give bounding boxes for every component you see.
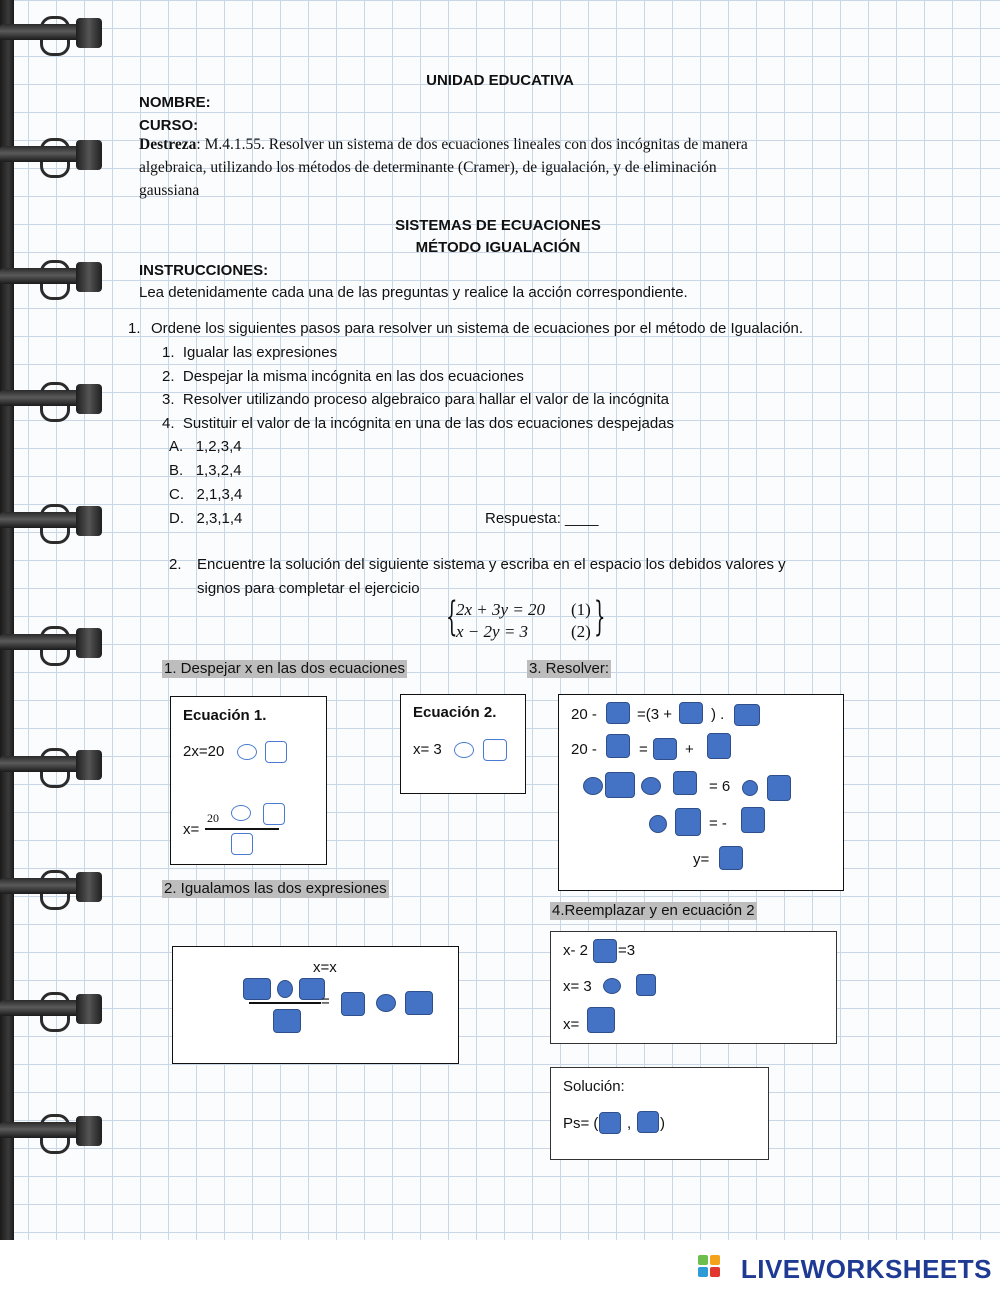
value-blank[interactable] [405, 991, 433, 1015]
value-blank[interactable] [653, 738, 677, 760]
resolve-text: + [685, 741, 694, 758]
destreza-line-3: gaussiana [139, 182, 200, 199]
q1-text: Ordene los siguientes pasos para resolver un sistema de ecuaciones por el método de Igualación. [151, 320, 804, 337]
value-blank[interactable] [741, 807, 765, 833]
resolve-box [558, 694, 844, 891]
value-blank[interactable] [273, 1009, 301, 1033]
right-brace: } [594, 594, 606, 640]
sign-blank[interactable] [454, 742, 474, 758]
spiral-ring [0, 1112, 104, 1152]
sign-blank[interactable] [376, 994, 396, 1012]
solution-box [550, 1067, 769, 1160]
resolve-text: = [639, 741, 648, 758]
footer-bar [0, 1240, 1000, 1291]
value-blank[interactable] [341, 992, 365, 1016]
list-item: 1. Igualar las expresiones [162, 344, 338, 361]
solution-text: ) [660, 1115, 665, 1132]
replace-text: x= [563, 1016, 580, 1033]
list-item: 3. Resolver utilizando proceso algebraico para hallar el valor de la incógnita [162, 391, 669, 408]
equalize-title: x=x [313, 959, 337, 976]
step-1-heading: 1. Despejar x en las dos ecuaciones [164, 660, 405, 677]
school-title: UNIDAD EDUCATIVA [426, 72, 574, 89]
equation-system [446, 594, 614, 646]
q2-line-2: signos para completar el ejercicio [197, 580, 420, 597]
sign-blank[interactable] [603, 978, 621, 994]
sign-blank[interactable] [277, 980, 293, 998]
value-blank[interactable] [719, 846, 743, 870]
equation-1-tag: (1) [571, 600, 591, 619]
spiral-ring [0, 990, 104, 1030]
numerator-value: 20 [207, 811, 219, 825]
spiral-ring [0, 624, 104, 664]
value-blank[interactable] [483, 739, 507, 761]
value-blank[interactable] [606, 734, 630, 758]
resolve-text: 20 - [571, 706, 597, 723]
value-blank[interactable] [707, 733, 731, 759]
step-3-heading: 3. Resolver: [529, 660, 610, 677]
step-4-heading: 4.Reemplazar y en ecuación 2 [552, 902, 755, 919]
value-blank[interactable] [675, 808, 701, 836]
instructions-text: Lea detenidamente cada una de las preguntas y realice la acción correspondiente. [139, 284, 688, 301]
equation-1-box [170, 696, 327, 865]
equation-2-title: Ecuación 2. [413, 704, 497, 721]
equation-2-line: x= 3 [413, 739, 507, 761]
spiral-ring [0, 868, 104, 908]
equals-sign: = [321, 993, 330, 1010]
equalize-box [172, 946, 459, 1064]
option-b[interactable]: B. 1,3,2,4 [169, 462, 242, 479]
option-d[interactable]: D. 2,3,1,4 [169, 510, 243, 527]
value-blank[interactable] [767, 775, 791, 801]
spiral-ring [0, 258, 104, 298]
destreza-line-1: Destreza: M.4.1.55. Resolver un sistema de dos ecuaciones lineales con dos incógnitas de manera [139, 136, 748, 153]
replace-text: x= 3 [563, 978, 592, 995]
spiral-ring [0, 746, 104, 786]
equation-1: 2x + 3y = 20 [456, 600, 546, 619]
value-blank[interactable] [636, 974, 656, 996]
sign-blank[interactable] [231, 805, 251, 821]
value-blank[interactable] [637, 1111, 659, 1133]
fraction-bar [205, 828, 279, 830]
q1-number: 1. [128, 320, 141, 337]
option-c[interactable]: C. 2,1,3,4 [169, 486, 243, 503]
solution-text: , [627, 1115, 632, 1132]
sign-blank[interactable] [641, 777, 661, 795]
option-a[interactable]: A. 1,2,3,4 [169, 438, 242, 455]
resolve-text: 20 - [571, 741, 597, 758]
sign-blank[interactable] [237, 744, 257, 760]
equation-2-box [400, 694, 526, 794]
value-blank[interactable] [605, 772, 635, 798]
value-blank[interactable] [673, 771, 697, 795]
replace-box [550, 931, 837, 1044]
spiral-ring [0, 136, 104, 176]
resolve-text: y= [693, 851, 710, 868]
value-blank[interactable] [243, 978, 271, 1000]
resolve-text: = - [709, 815, 727, 832]
replace-text: =3 [618, 942, 636, 959]
solution-title: Solución: [563, 1078, 625, 1095]
answer-field[interactable]: Respuesta: ____ [485, 510, 599, 527]
instructions-label: INSTRUCCIONES: [139, 262, 269, 279]
equation-1-title: Ecuación 1. [183, 707, 267, 724]
step-2-heading: 2. Igualamos las dos expresiones [164, 880, 387, 897]
value-blank[interactable] [606, 702, 630, 724]
sign-blank[interactable] [649, 815, 667, 833]
equation-1-line: 2x=20 [183, 741, 287, 763]
value-blank[interactable] [734, 704, 760, 726]
value-blank[interactable] [679, 702, 703, 724]
brand-name[interactable]: LIVEWORKSHEETS [740, 1254, 992, 1284]
list-item: 4. Sustituir el valor de la incógnita en una de las dos ecuaciones despejadas [162, 415, 675, 432]
left-brace: { [446, 594, 458, 640]
course-label: CURSO: [139, 117, 199, 134]
name-label: NOMBRE: [139, 94, 211, 111]
list-item: 2. Despejar la misma incógnita en las dos ecuaciones [162, 368, 524, 385]
value-blank[interactable] [263, 803, 285, 825]
replace-text: x- 2 [563, 942, 589, 959]
value-blank[interactable] [265, 741, 287, 763]
resolve-text: ) . [711, 706, 725, 723]
destreza-line-2: algebraica, utilizando los métodos de determinante (Cramer), de igualación, y de eliminación [139, 159, 717, 176]
fraction-bar [249, 1002, 321, 1004]
spiral-ring [0, 502, 104, 542]
sign-blank[interactable] [742, 780, 758, 796]
value-blank[interactable] [593, 939, 617, 963]
spiral-ring [0, 380, 104, 420]
section-title: SISTEMAS DE ECUACIONES [395, 217, 601, 234]
sign-blank[interactable] [583, 777, 603, 795]
q2-line-1: Encuentre la solución del siguiente sistema y escriba en el espacio los debidos valores y [197, 556, 786, 573]
destreza-label: Destreza [139, 136, 197, 153]
method-title: MÉTODO IGUALACIÓN [415, 239, 581, 256]
equation-2-tag: (2) [571, 622, 591, 641]
x-equals-label: x= [183, 821, 200, 838]
value-blank[interactable] [599, 1112, 621, 1134]
liveworksheets-logo-icon [698, 1255, 722, 1279]
solution-text: Ps= ( [563, 1115, 599, 1132]
q2-number: 2. [169, 556, 182, 573]
spiral-ring [0, 14, 104, 54]
value-blank[interactable] [587, 1007, 615, 1033]
equation-2: x − 2y = 3 [456, 622, 529, 641]
value-blank[interactable] [231, 833, 253, 855]
resolve-text: = 6 [709, 778, 731, 795]
spiral-spine [0, 0, 14, 1240]
resolve-text: =(3 + [637, 706, 673, 723]
